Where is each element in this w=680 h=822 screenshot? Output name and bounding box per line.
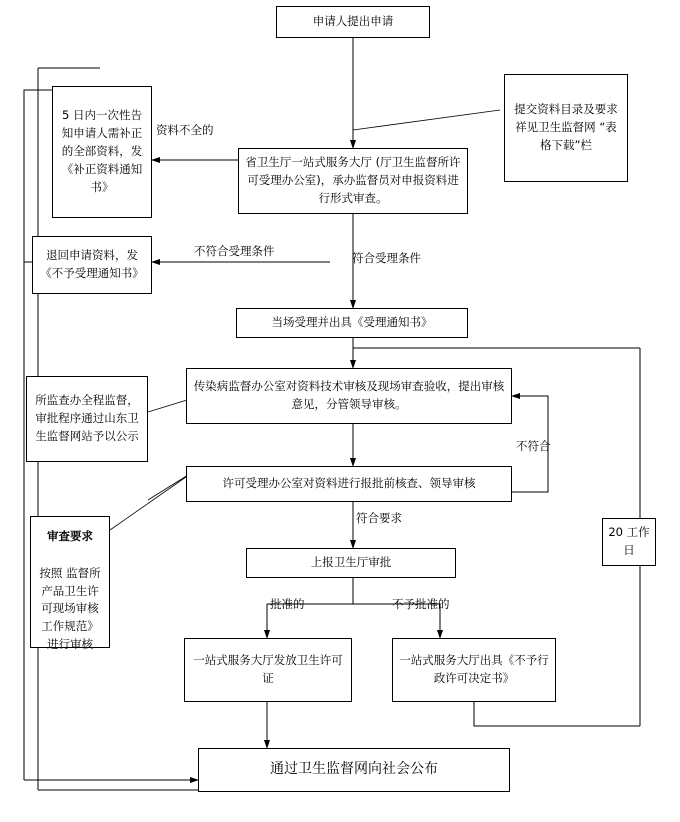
node-notify-correct[interactable]: 5 日内一次性告知申请人需补正的全部资料，发《补正资料通知书》 [52,86,152,218]
edge-label-approved: 批准的 [270,597,305,611]
node-return-apply[interactable]: 退回申请资料，发《不予受理通知书》 [32,236,152,294]
node-supervise-public[interactable]: 所监查办全程监督，审批程序通过山东卫生监督网站予以公示 [26,376,148,462]
node-apply[interactable]: 申请人提出申请 [276,6,430,38]
review-requirement-body: 按照 监督所产品卫生许可现场审核工作规范》进行审核 [39,565,101,651]
node-tech-review[interactable]: 传染病监督办公室对资料技术审核及现场审查验收，提出审核意见，分管领导审核。 [186,368,512,424]
node-pre-approval[interactable]: 许可受理办公室对资料进行报批前核查、领导审核 [186,466,512,502]
edge-label-meet-accept: 符合受理条件 [352,251,421,265]
edge-label-meet-requirement: 符合要求 [356,511,402,525]
node-accept[interactable]: 当场受理并出具《受理通知书》 [236,308,468,338]
edge-label-incomplete: 资料不全的 [156,123,214,137]
node-report-approval[interactable]: 上报卫生厅审批 [246,548,456,578]
node-publish[interactable]: 通过卫生监督网向社会公布 [198,748,510,792]
node-submit-note[interactable]: 提交资料目录及要求祥见卫生监督网 “表格下载”栏 [504,74,628,182]
edge-label-not-meet: 不符合 [516,439,551,453]
node-issue-refusal[interactable]: 一站式服务大厅出具《不予行政许可决定书》 [392,638,556,702]
node-review-requirement[interactable] [30,516,110,651]
node-workdays[interactable]: 20 工作日 [602,518,656,566]
review-requirement-title: 审查要求 [47,529,93,544]
node-issue-license[interactable]: 一站式服务大厅发放卫生许可证 [184,638,352,702]
edge-label-not-approved: 不予批准的 [392,597,450,611]
edge-label-not-meet-accept: 不符合受理条件 [194,244,275,258]
node-review-formal[interactable]: 省卫生厅一站式服务大厅 (厅卫生监督所许可受理办公室)，承办监督员对申报资料进行形式审查。 [238,148,468,214]
